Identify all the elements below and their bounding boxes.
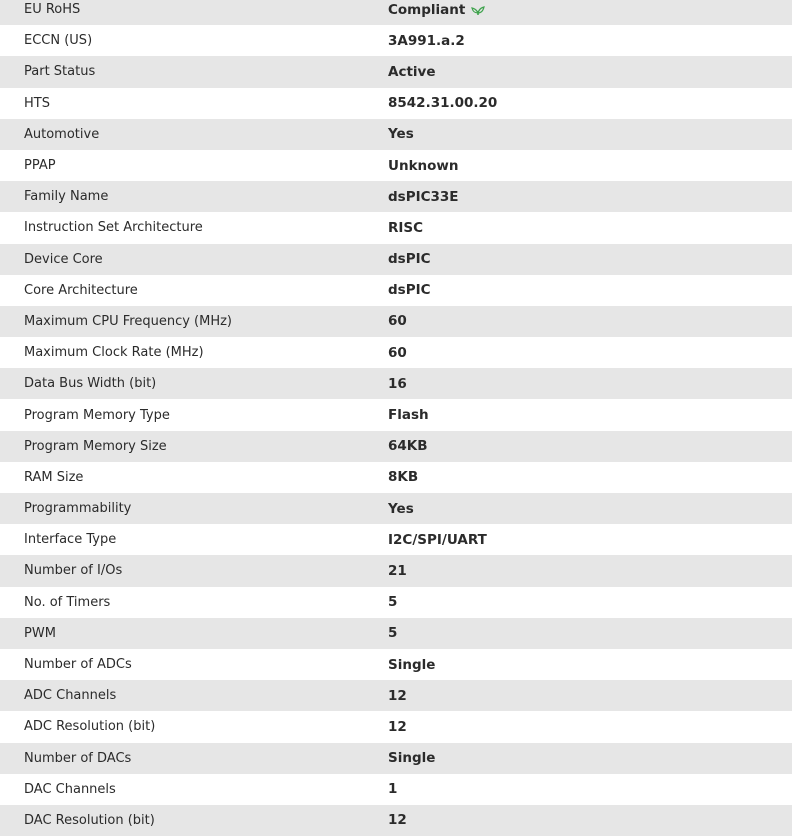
spec-value: Compliant [388, 1, 466, 18]
spec-label: PWM [24, 625, 56, 641]
spec-row-family-name [0, 181, 792, 212]
spec-value: Single [388, 656, 436, 673]
spec-value: Active [388, 63, 436, 80]
spec-label: PPAP [24, 158, 56, 174]
spec-value-container [388, 2, 792, 18]
spec-value: 3A991.a.2 [388, 32, 465, 49]
spec-row-timers [0, 587, 792, 618]
spec-value: 12 [388, 718, 407, 735]
spec-label: ECCN (US) [24, 33, 93, 49]
spec-row-data-bus-width [0, 368, 792, 399]
spec-value: 5 [388, 625, 398, 642]
spec-value: 21 [388, 562, 407, 579]
spec-label: DAC Channels [24, 781, 116, 797]
spec-value: 1 [388, 781, 398, 798]
spec-row-adc-resolution [0, 711, 792, 742]
spec-value: 5 [388, 594, 398, 611]
spec-value: 16 [388, 375, 407, 392]
spec-label: RAM Size [24, 469, 84, 485]
spec-row-device-core [0, 244, 792, 275]
spec-row-automotive [0, 119, 792, 150]
spec-label: No. of Timers [24, 594, 111, 610]
spec-label: Data Bus Width (bit) [24, 376, 157, 392]
spec-label: Number of I/Os [24, 563, 123, 579]
spec-row-eu-rohs [0, 0, 792, 25]
spec-row-program-memory-size [0, 431, 792, 462]
spec-row-eccn [0, 25, 792, 56]
spec-label: Family Name [24, 189, 109, 205]
spec-value: Single [388, 750, 436, 767]
spec-value: Flash [388, 407, 429, 424]
spec-row-hts [0, 88, 792, 119]
spec-row-number-of-adcs [0, 649, 792, 680]
spec-value: dsPIC [388, 282, 431, 299]
spec-row-ram-size [0, 462, 792, 493]
spec-label: Number of ADCs [24, 657, 132, 673]
spec-value: 60 [388, 344, 407, 361]
spec-value: 8542.31.00.20 [388, 95, 498, 112]
spec-value: RISC [388, 219, 424, 236]
leaf-icon [471, 4, 485, 16]
spec-value: dsPIC [388, 251, 431, 268]
spec-row-max-cpu-frequency [0, 306, 792, 337]
spec-row-interface-type [0, 524, 792, 555]
spec-row-dac-resolution [0, 805, 792, 836]
spec-label: DAC Resolution (bit) [24, 812, 155, 828]
spec-row-isa [0, 212, 792, 243]
spec-value: 64KB [388, 438, 428, 455]
spec-value: dsPIC33E [388, 188, 459, 205]
spec-row-programmability [0, 493, 792, 524]
spec-label: Maximum CPU Frequency (MHz) [24, 313, 232, 329]
spec-row-max-clock-rate [0, 337, 792, 368]
spec-label: Core Architecture [24, 282, 138, 298]
spec-value: 12 [388, 812, 407, 829]
spec-value: Yes [388, 500, 414, 517]
spec-label: ADC Channels [24, 688, 117, 704]
spec-row-ppap [0, 150, 792, 181]
spec-value: Unknown [388, 157, 459, 174]
spec-label: ADC Resolution (bit) [24, 719, 156, 735]
spec-value: I2C/SPI/UART [388, 531, 487, 548]
spec-row-number-of-dacs [0, 743, 792, 774]
spec-row-program-memory-type [0, 399, 792, 430]
spec-label: Device Core [24, 251, 103, 267]
spec-row-part-status [0, 56, 792, 87]
spec-label: HTS [24, 95, 50, 111]
spec-row-dac-channels [0, 774, 792, 805]
spec-label: Programmability [24, 501, 132, 517]
spec-label: Program Memory Type [24, 407, 170, 423]
spec-row-pwm [0, 618, 792, 649]
spec-row-adc-channels [0, 680, 792, 711]
spec-value: 8KB [388, 469, 419, 486]
spec-label: Program Memory Size [24, 438, 167, 454]
spec-row-number-of-ios [0, 555, 792, 586]
spec-value: 12 [388, 687, 407, 704]
spec-label: Instruction Set Architecture [24, 220, 203, 236]
spec-label: Maximum Clock Rate (MHz) [24, 345, 204, 361]
spec-label: EU RoHS [24, 2, 81, 18]
spec-label: Interface Type [24, 532, 117, 548]
spec-label: Part Status [24, 64, 96, 80]
spec-label: Number of DACs [24, 750, 132, 766]
spec-value: 60 [388, 313, 407, 330]
spec-value: Yes [388, 126, 414, 143]
spec-row-core-architecture [0, 275, 792, 306]
spec-label: Automotive [24, 126, 100, 142]
